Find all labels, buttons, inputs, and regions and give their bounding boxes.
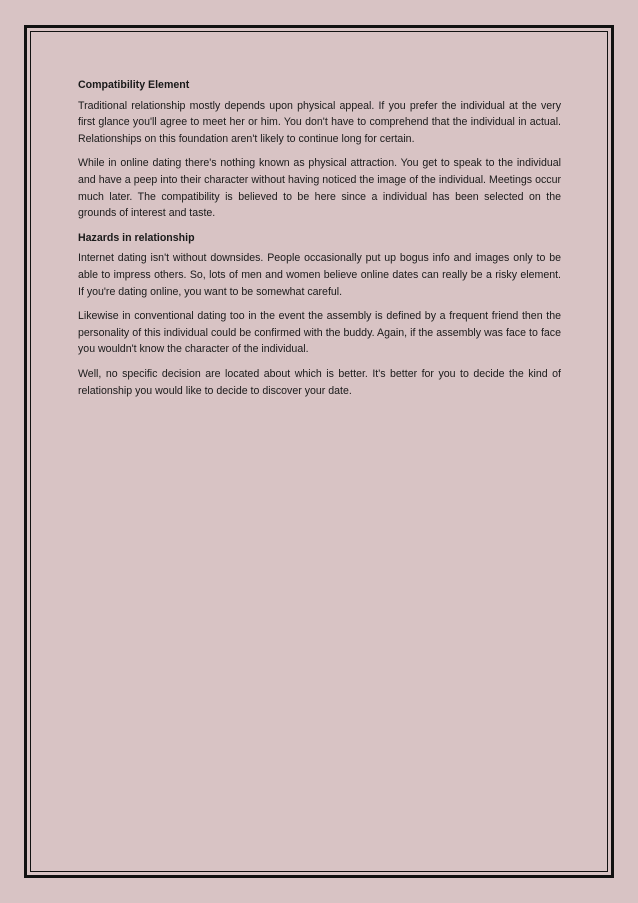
paragraph: Internet dating isn't without downsides. People occasionally put up bogus info and images only to be able to impress others. So, lots of men and women believe online dates can really be a risky element. If you're dating online, you want to be somewhat careful. [78, 252, 561, 298]
section-heading-hazards: Hazards in relationship [78, 231, 195, 244]
paragraph: Traditional relationship mostly depends upon physical appeal. If you prefer the individual at the very first glance you'll agree to meet her or him. You don't have to comprehend that the individual in actual. Relationships on this foundation aren't likely to continue long for certain. [78, 99, 561, 145]
section-heading-compatibility: Compatibility Element [78, 79, 190, 91]
paragraph: Likewise in conventional dating too in the event the assembly is defined by a frequent friend then the personality of this individual could be confirmed with the buddy. Again, if the assembly was face to face you wouldn't know the character of the individual. [78, 310, 561, 356]
paragraph: While in online dating there's nothing known as physical attraction. You get to speak to the individual and have a peep into their character without having noticed the image of the individual. Meetings occur much later. The compatibility is believed to be here since a individual has been selected on the grounds of interest and taste. [78, 157, 561, 220]
paragraph: Well, no specific decision are located about which is better. It's better for you to decide the kind of relationship you would like to decide to discover your date. [78, 367, 561, 397]
document-body [78, 77, 561, 407]
